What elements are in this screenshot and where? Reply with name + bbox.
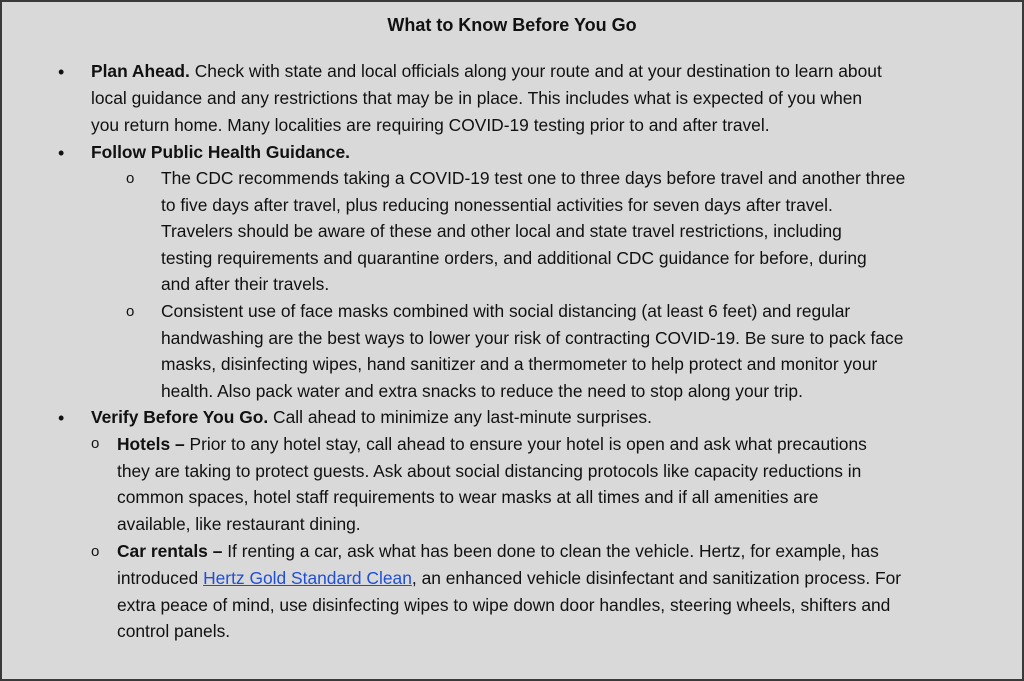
sub-bullet-icon: o bbox=[126, 303, 135, 320]
cdc-line-1: The CDC recommends taking a COVID-19 test one to three days before travel and another three bbox=[161, 168, 906, 188]
cdc-line-5: and after their travels. bbox=[161, 274, 330, 294]
plan-ahead-text: Check with state and local officials along your route and at your destination to learn about bbox=[194, 61, 882, 81]
hotels-heading: Hotels – bbox=[117, 434, 185, 454]
car-rentals-heading: Car rentals – bbox=[117, 541, 223, 561]
masks-line-4: health. Also pack water and extra snacks to reduce the need to stop along your trip. bbox=[161, 381, 803, 401]
sub-bullet-icon: o bbox=[91, 435, 100, 452]
verify-text: Call ahead to minimize any last-minute surprises. bbox=[273, 407, 652, 427]
health-guidance-heading: Follow Public Health Guidance. bbox=[91, 142, 350, 162]
hertz-gold-standard-link[interactable]: Hertz Gold Standard Clean bbox=[203, 568, 412, 588]
cdc-line-4: testing requirements and quarantine orders, and additional CDC guidance for before, during bbox=[161, 248, 867, 268]
masks-line-2: handwashing are the best ways to lower your risk of contracting COVID-19. Be sure to pack face bbox=[161, 328, 904, 348]
plan-ahead-line-1 bbox=[91, 60, 882, 82]
car-rentals-line-2 bbox=[117, 567, 901, 589]
link-suffix: , bbox=[411, 568, 417, 588]
verify-line-1 bbox=[91, 406, 652, 428]
car-rentals-text: an enhanced vehicle disinfectant and sanitization process. For bbox=[421, 568, 902, 588]
hotels-line-2: they are taking to protect guests. Ask about social distancing protocols like capacity reductions in bbox=[117, 461, 862, 481]
plan-ahead-heading: Plan Ahead. bbox=[91, 61, 190, 81]
car-rentals-text: If renting a car, ask what has been done to clean the vehicle. Hertz, for example, has bbox=[227, 541, 879, 561]
bullet-icon: • bbox=[58, 408, 65, 428]
hotels-line-3: common spaces, hotel staff requirements to wear masks at all times and if all amenities are bbox=[117, 487, 819, 507]
hotels-text: Prior to any hotel stay, call ahead to ensure your hotel is open and ask what precautions bbox=[189, 434, 867, 454]
hotels-line-1 bbox=[117, 433, 867, 455]
sub-bullet-icon: o bbox=[91, 543, 100, 560]
box-title: What to Know Before You Go bbox=[387, 15, 637, 35]
car-rentals-line-1 bbox=[117, 540, 879, 562]
hotels-line-4: available, like restaurant dining. bbox=[117, 514, 361, 534]
masks-line-1: Consistent use of face masks combined with social distancing (at least 6 feet) and regular bbox=[161, 301, 851, 321]
bullet-icon: • bbox=[58, 62, 65, 82]
bullet-icon: • bbox=[58, 143, 65, 163]
plan-ahead-line-3: you return home. Many localities are requiring COVID-19 testing prior to and after travel. bbox=[91, 115, 770, 135]
masks-line-3: masks, disinfecting wipes, hand sanitizer and a thermometer to help protect and monitor your bbox=[161, 354, 878, 374]
cdc-line-2: to five days after travel, plus reducing nonessential activities for seven days after travel. bbox=[161, 195, 833, 215]
plan-ahead-line-2: local guidance and any restrictions that may be in place. This includes what is expected of you when bbox=[91, 88, 863, 108]
verify-heading: Verify Before You Go. bbox=[91, 407, 269, 427]
cdc-line-3: Travelers should be aware of these and other local and state travel restrictions, including bbox=[161, 221, 842, 241]
car-rentals-line-4: control panels. bbox=[117, 621, 231, 641]
car-rentals-text: introduced bbox=[117, 568, 199, 588]
sub-bullet-icon: o bbox=[126, 170, 135, 187]
car-rentals-line-3: extra peace of mind, use disinfecting wipes to wipe down door handles, steering wheels, shifters and bbox=[117, 595, 891, 615]
